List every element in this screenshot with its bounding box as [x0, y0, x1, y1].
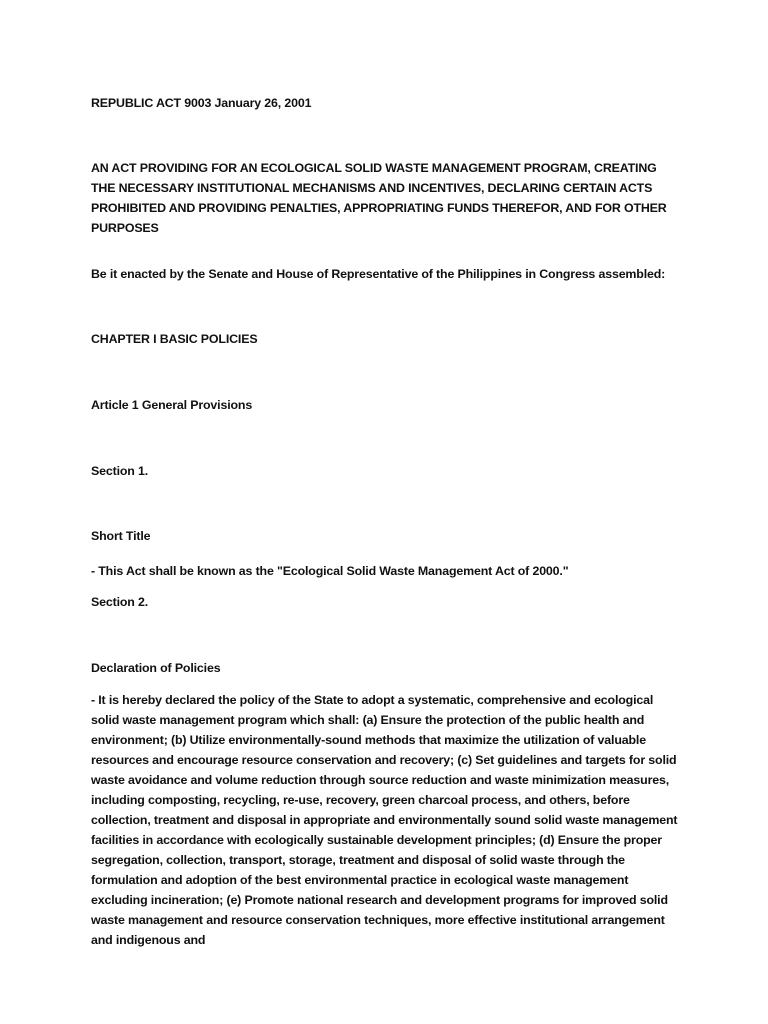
section-1-text: - This Act shall be known as the "Ecological Solid Waste Management Act of 2000.": [91, 564, 569, 578]
document-heading: REPUBLIC ACT 9003 January 26, 2001: [91, 96, 312, 110]
section-1-label: Section 1.: [91, 464, 149, 478]
act-title: AN ACT PROVIDING FOR AN ECOLOGICAL SOLID WASTE MANAGEMENT PROGRAM, CREATING THE NECESSARY INSTITUTIONAL MECHANISMS AND INCENTIVES, DECLARING CERTAIN ACTS PROHIBITED AND PROVIDING PENALTIES, APPROPRIATING FUNDS THEREFOR, AND FOR OTHER PURPOSES: [91, 161, 667, 235]
chapter-heading: CHAPTER I BASIC POLICIES: [91, 332, 258, 346]
section-1-title: Short Title: [91, 529, 151, 543]
section-2-label: Section 2.: [91, 595, 149, 609]
section-2-text: - It is hereby declared the policy of the State to adopt a systematic, comprehensive and ecological solid waste management program which shall: (a) Ensure the protection of the public health and environment; (b) Utilize environmentally-sound methods that maximize the utilization of valuable resources and encourage resource conservation and recovery; (c) Set guidelines and targets for solid waste avoidance and volume reduction through source reduction and waste minimization measures, including composting, recycling, re-use, recovery, green charcoal process, and others, before collection, treatment and disposal in appropriate and environmentally sound solid waste management facilities in accordance with ecologically sustainable development principles; (d) Ensure the proper segregation, collection, transport, storage, treatment and disposal of solid waste through the formulation and adoption of the best environmental practice in ecological waste management excluding incineration; (e) Promote national research and development programs for improved solid waste management and resource conservation techniques, more effective institutional arrangement and indigenous and: [91, 693, 678, 947]
section-2-title: Declaration of Policies: [91, 661, 221, 675]
article-heading: Article 1 General Provisions: [91, 398, 253, 412]
enactment-clause: Be it enacted by the Senate and House of Representative of the Philippines in Congress assembled:: [91, 267, 666, 281]
